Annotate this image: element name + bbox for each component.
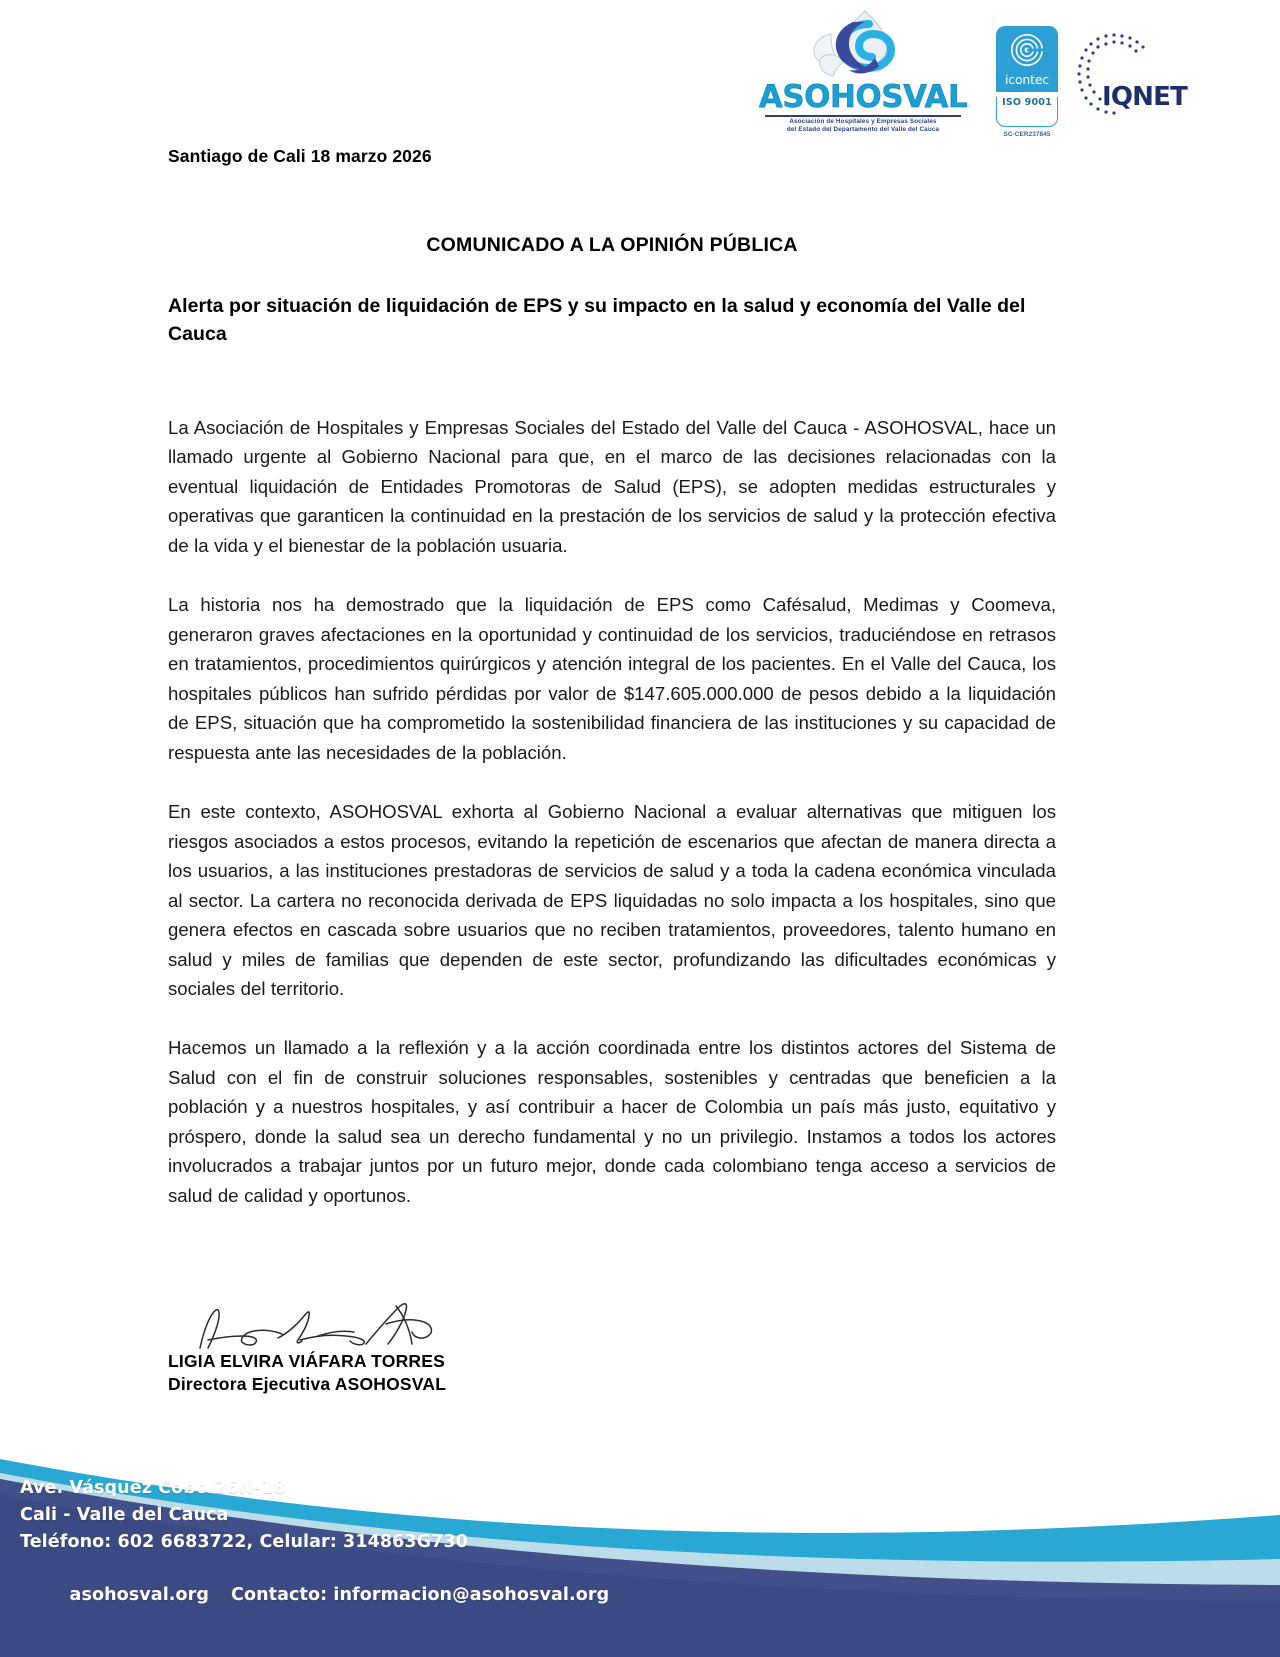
icontec-name: icontec	[1005, 72, 1049, 87]
icontec-standard: ISO 9001	[1002, 97, 1052, 108]
body-copy	[168, 413, 1056, 1210]
iqnet-dots-icon	[1076, 30, 1168, 130]
page-title: COMUNICADO A LA OPINIÓN PÚBLICA	[426, 234, 798, 256]
signature-block	[168, 1296, 688, 1396]
icontec-badge	[996, 26, 1058, 138]
signatory-role: Directora Ejecutiva ASOHOSVAL	[168, 1374, 447, 1395]
logo-tagline-line1: Asociación de Hospitales y Empresas Sociales	[789, 117, 937, 125]
footer-email[interactable]: Contacto: informacion@asohosval.org	[231, 1584, 610, 1605]
paragraph: En este contexto, ASOHOSVAL exhorta al Gobierno Nacional a evaluar alternativas que mitiguen los riesgos asociados a estos procesos, evitando la repetición de escenarios que afectan de manera directa a los usuarios, a las instituciones prestadoras de servicios de salud y a toda la cadena económica vinculada al sector. La cartera no reconocida derivada de EPS liquidadas no solo impacta a los hospitales, sino que genera efectos en cascada sobre usuarios que no reciben tratamientos, proveedores, talento humano en salud y miles de familias que dependen de este sector, profundizando las dificultades económicas y sociales del territorio.	[168, 801, 1056, 999]
paragraph: Hacemos un llamado a la reflexión y a la acción coordinada entre los distintos actores del Sistema de Salud con el fin de construir soluciones responsables, sostenibles y centradas que beneficien a la población y a nuestros hospitales, y así contribuir a hacer de Colombia un país más justo, equitativo y próspero, donde la salud sea un derecho fundamental y no un privilegio. Instamos a todos los actores involucrados a trabajar juntos por un futuro mejor, donde cada colombiano tenga acceso a servicios de salud de calidad y oportunos.	[168, 1037, 1056, 1206]
paragraph: La Asociación de Hospitales y Empresas Sociales del Estado del Valle del Cauca - ASOHOSVAL, hace un llamado urgente al Gobierno Nacional para que, en el marco de las decisiones relacionadas con la eventual liquidación de Entidades Promotoras de Salud (EPS), se adopten medidas estructurales y operativas que garanticen la continuidad en la prestación de los servicios de salud y la protección efectiva de la vida y el bienestar de la población usuaria.	[168, 417, 1056, 556]
icontec-spiral-icon	[1010, 33, 1044, 67]
logo-cluster	[748, 8, 1188, 138]
icontec-badge-bottom	[996, 97, 1058, 127]
footer-website[interactable]: asohosval.org	[69, 1584, 210, 1605]
paragraph: La historia nos ha demostrado que la liquidación de EPS como Cafésalud, Medimas y Coomeva, generaron graves afectaciones en la oportunidad y continuidad de los servicios, traduciéndose en retrasos en tratamientos, procedimientos quirúrgicos y atención integral de los pacientes. En el Valle del Cauca, los hospitales públicos han sufrido pérdidas por valor de $147.605.000.000 de pesos debido a la liquidación de EPS, situación que ha comprometido la sostenibilidad financiera de las instituciones y su capacidad de respuesta ante las necesidades de la población.	[168, 594, 1056, 763]
footer	[0, 1387, 1280, 1657]
dateline: Santiago de Cali 18 marzo 2026	[168, 146, 432, 166]
footer-contact-info	[20, 1475, 609, 1635]
iqnet-wordmark: IQNET	[1102, 82, 1188, 112]
logo-divider	[765, 115, 961, 117]
footer-address: Ave. Vásquez Cobo 26N-18	[20, 1478, 286, 1499]
icontec-certificate-code: SC-CER237845	[1003, 131, 1051, 138]
signatory-name: LIGIA ELVIRA VIÁFARA TORRES	[168, 1351, 445, 1371]
asohosval-logo	[748, 8, 978, 135]
page-subtitle: Alerta por situación de liquidación de EPS y su impacto en la salud y economía del Valle del Cauca	[168, 295, 1026, 345]
icontec-badge-top	[996, 26, 1058, 92]
handwritten-signature	[190, 1296, 460, 1358]
footer-city: Cali - Valle del Cauca	[20, 1505, 229, 1526]
logo-tagline-line2: del Estado del Departamento del Valle del Cauca	[786, 126, 940, 134]
asohosval-wordmark: ASOHOSVAL	[758, 79, 968, 115]
letterhead-header	[0, 0, 1280, 150]
iqnet-badge	[1076, 30, 1188, 130]
asohosval-butterfly-icon	[803, 8, 923, 86]
footer-phones: Teléfono: 602 6683722, Celular: 314863G730	[20, 1531, 469, 1552]
